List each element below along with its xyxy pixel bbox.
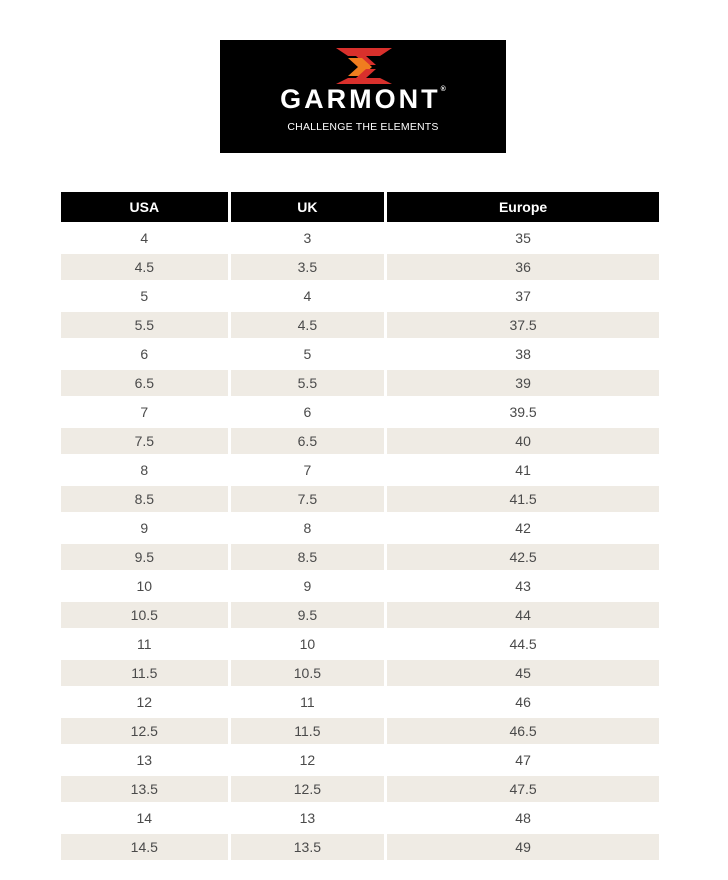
cell-uk: 7 <box>231 454 385 483</box>
cell-uk: 5 <box>231 338 385 367</box>
cell-usa: 4 <box>61 222 228 251</box>
column-header-usa: USA <box>61 192 228 222</box>
cell-europe: 47.5 <box>387 773 659 802</box>
cell-europe: 42.5 <box>387 541 659 570</box>
table-row <box>61 628 659 657</box>
table-row <box>61 773 659 802</box>
table-row <box>61 512 659 541</box>
cell-usa: 6 <box>61 338 228 367</box>
cell-usa: 9.5 <box>61 541 228 570</box>
table-row <box>61 222 659 251</box>
size-conversion-table <box>58 192 662 860</box>
table-row <box>61 454 659 483</box>
cell-uk: 4 <box>231 280 385 309</box>
table-row <box>61 338 659 367</box>
cell-uk: 4.5 <box>231 309 385 338</box>
table-row <box>61 483 659 512</box>
brand-name-text: GARMONT <box>280 84 441 114</box>
cell-usa: 5.5 <box>61 309 228 338</box>
cell-usa: 10.5 <box>61 599 228 628</box>
cell-europe: 35 <box>387 222 659 251</box>
cell-uk: 13 <box>231 802 385 831</box>
table-header-row <box>61 192 659 222</box>
cell-europe: 37 <box>387 280 659 309</box>
table-row <box>61 396 659 425</box>
brand-tagline: CHALLENGE THE ELEMENTS <box>287 121 439 133</box>
cell-usa: 13.5 <box>61 773 228 802</box>
cell-europe: 43 <box>387 570 659 599</box>
table-row <box>61 831 659 860</box>
brand-name <box>220 84 506 115</box>
cell-europe: 41.5 <box>387 483 659 512</box>
table-row <box>61 425 659 454</box>
cell-uk: 11.5 <box>231 715 385 744</box>
cell-europe: 45 <box>387 657 659 686</box>
cell-usa: 7 <box>61 396 228 425</box>
cell-uk: 8.5 <box>231 541 385 570</box>
cell-europe: 44 <box>387 599 659 628</box>
cell-uk: 12 <box>231 744 385 773</box>
table-row <box>61 715 659 744</box>
table-row <box>61 251 659 280</box>
cell-europe: 44.5 <box>387 628 659 657</box>
column-header-uk: UK <box>231 192 385 222</box>
table-body <box>61 222 659 860</box>
cell-europe: 49 <box>387 831 659 860</box>
cell-usa: 9 <box>61 512 228 541</box>
table-row <box>61 570 659 599</box>
cell-usa: 6.5 <box>61 367 228 396</box>
table-row <box>61 802 659 831</box>
table-row <box>61 599 659 628</box>
cell-usa: 13 <box>61 744 228 773</box>
table-row <box>61 686 659 715</box>
cell-europe: 42 <box>387 512 659 541</box>
brand-logo <box>220 40 506 153</box>
cell-usa: 12 <box>61 686 228 715</box>
cell-usa: 4.5 <box>61 251 228 280</box>
cell-usa: 14.5 <box>61 831 228 860</box>
registered-mark: ® <box>440 86 446 93</box>
cell-europe: 39 <box>387 367 659 396</box>
cell-usa: 11.5 <box>61 657 228 686</box>
cell-europe: 41 <box>387 454 659 483</box>
table-row <box>61 280 659 309</box>
cell-europe: 38 <box>387 338 659 367</box>
cell-usa: 5 <box>61 280 228 309</box>
cell-europe: 48 <box>387 802 659 831</box>
cell-uk: 3.5 <box>231 251 385 280</box>
cell-usa: 7.5 <box>61 425 228 454</box>
cell-europe: 39.5 <box>387 396 659 425</box>
cell-usa: 12.5 <box>61 715 228 744</box>
column-header-europe: Europe <box>387 192 659 222</box>
cell-uk: 9 <box>231 570 385 599</box>
cell-usa: 10 <box>61 570 228 599</box>
cell-usa: 8.5 <box>61 483 228 512</box>
garmont-mark-icon <box>332 46 396 86</box>
table-row <box>61 367 659 396</box>
cell-uk: 9.5 <box>231 599 385 628</box>
cell-uk: 6 <box>231 396 385 425</box>
cell-uk: 5.5 <box>231 367 385 396</box>
table-row <box>61 657 659 686</box>
table-row <box>61 541 659 570</box>
table-row <box>61 309 659 338</box>
table-row <box>61 744 659 773</box>
cell-uk: 10 <box>231 628 385 657</box>
cell-europe: 46.5 <box>387 715 659 744</box>
cell-usa: 14 <box>61 802 228 831</box>
cell-uk: 11 <box>231 686 385 715</box>
cell-uk: 13.5 <box>231 831 385 860</box>
cell-uk: 10.5 <box>231 657 385 686</box>
cell-europe: 37.5 <box>387 309 659 338</box>
cell-uk: 6.5 <box>231 425 385 454</box>
cell-europe: 47 <box>387 744 659 773</box>
cell-usa: 8 <box>61 454 228 483</box>
cell-usa: 11 <box>61 628 228 657</box>
cell-uk: 3 <box>231 222 385 251</box>
cell-europe: 36 <box>387 251 659 280</box>
cell-europe: 40 <box>387 425 659 454</box>
cell-europe: 46 <box>387 686 659 715</box>
cell-uk: 7.5 <box>231 483 385 512</box>
cell-uk: 8 <box>231 512 385 541</box>
cell-uk: 12.5 <box>231 773 385 802</box>
